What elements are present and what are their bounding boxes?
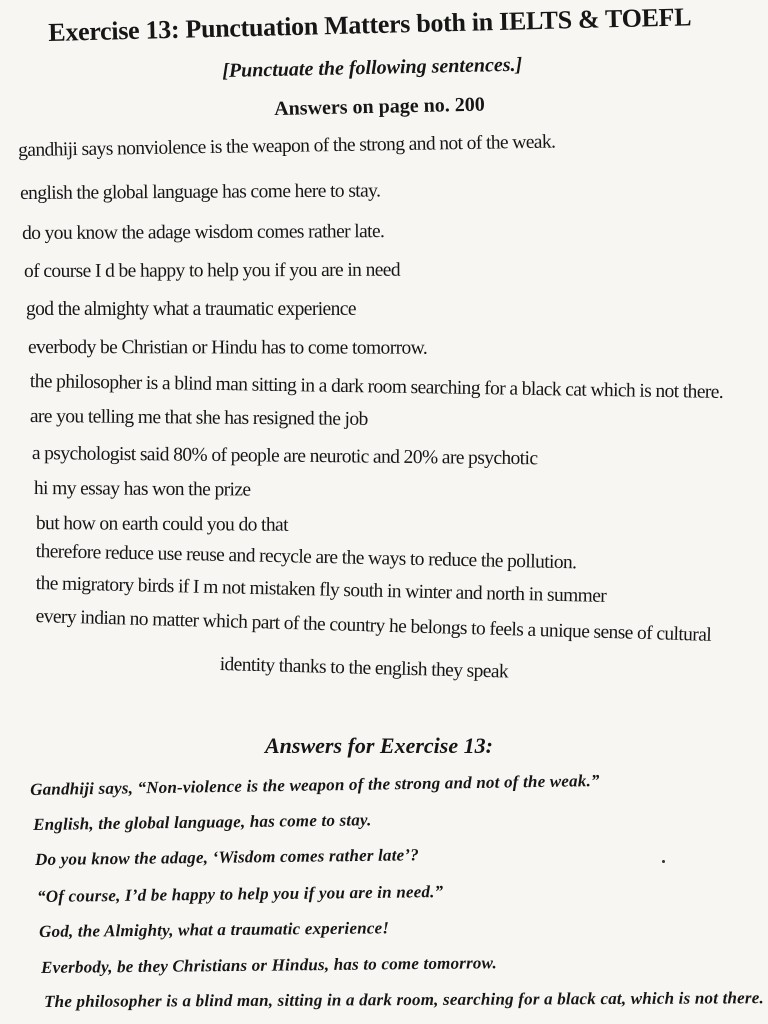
answer-item: Gandhiji says, “Non-violence is the weapon of the strong and not of the weak.” (30, 771, 600, 799)
exercise-sentence: do you know the adage wisdom comes rather late. (22, 221, 385, 244)
exercise-sentence: the migratory birds if I m not mistaken fly south in winter and north in summer (35, 573, 607, 607)
answers-page-reference: Answers on page no. 200 (274, 93, 485, 120)
exercise-sentence: english the global language has come here to stay. (20, 180, 381, 204)
instruction-text: [Punctuate the following sentences.] (222, 53, 523, 82)
answer-item: Do you know the adage, ‘Wisdom comes rather late’? (35, 845, 420, 869)
exercise-sentence: identity thanks to the english they speak (219, 654, 509, 683)
page-title: Exercise 13: Punctuation Matters both in IELTS & TOEFL (48, 2, 692, 47)
exercise-sentence: a psychologist said 80% of people are neurotic and 20% are psychotic (31, 443, 538, 470)
exercise-sentence: therefore reduce use reuse and recycle are the ways to reduce the pollution. (35, 541, 577, 574)
exercise-sentence: everbody be Christian or Hindu has to come tomorrow. (27, 337, 428, 359)
exercise-sentence: hi my essay has won the prize (33, 478, 251, 501)
exercise-sentence: the philosopher is a blind man sitting in a dark room searching for a black cat which is not there. (29, 371, 724, 403)
exercise-sentence: are you telling me that she has resigned the job (29, 406, 368, 430)
answer-item: Everbody, be they Christians or Hindus, has to come tomorrow. (41, 953, 498, 977)
exercise-sentence: god the almighty what a traumatic experience (26, 299, 356, 320)
answer-item: The philosopher is a blind man, sitting in a dark room, searching for a black cat, which is not there. (44, 988, 764, 1011)
exercise-sentence: gandhiji says nonviolence is the weapon of the strong and not of the weak. (18, 131, 556, 161)
answer-item: “Of course, I’d be happy to help you if you are in need.” (37, 882, 444, 906)
answers-heading: Answers for Exercise 13: (265, 733, 493, 758)
exercise-sentence: but how on earth could you do that (35, 513, 289, 536)
answer-item: God, the Almighty, what a traumatic experience! (39, 918, 390, 941)
page-speck (662, 860, 665, 863)
exercise-sentence: every indian no matter which part of the country he belongs to feels a unique sense of cultural (35, 606, 712, 646)
exercise-sentence: of course I d be happy to help you if you are in need (24, 259, 401, 282)
answer-item: English, the global language, has come to stay. (33, 810, 372, 834)
